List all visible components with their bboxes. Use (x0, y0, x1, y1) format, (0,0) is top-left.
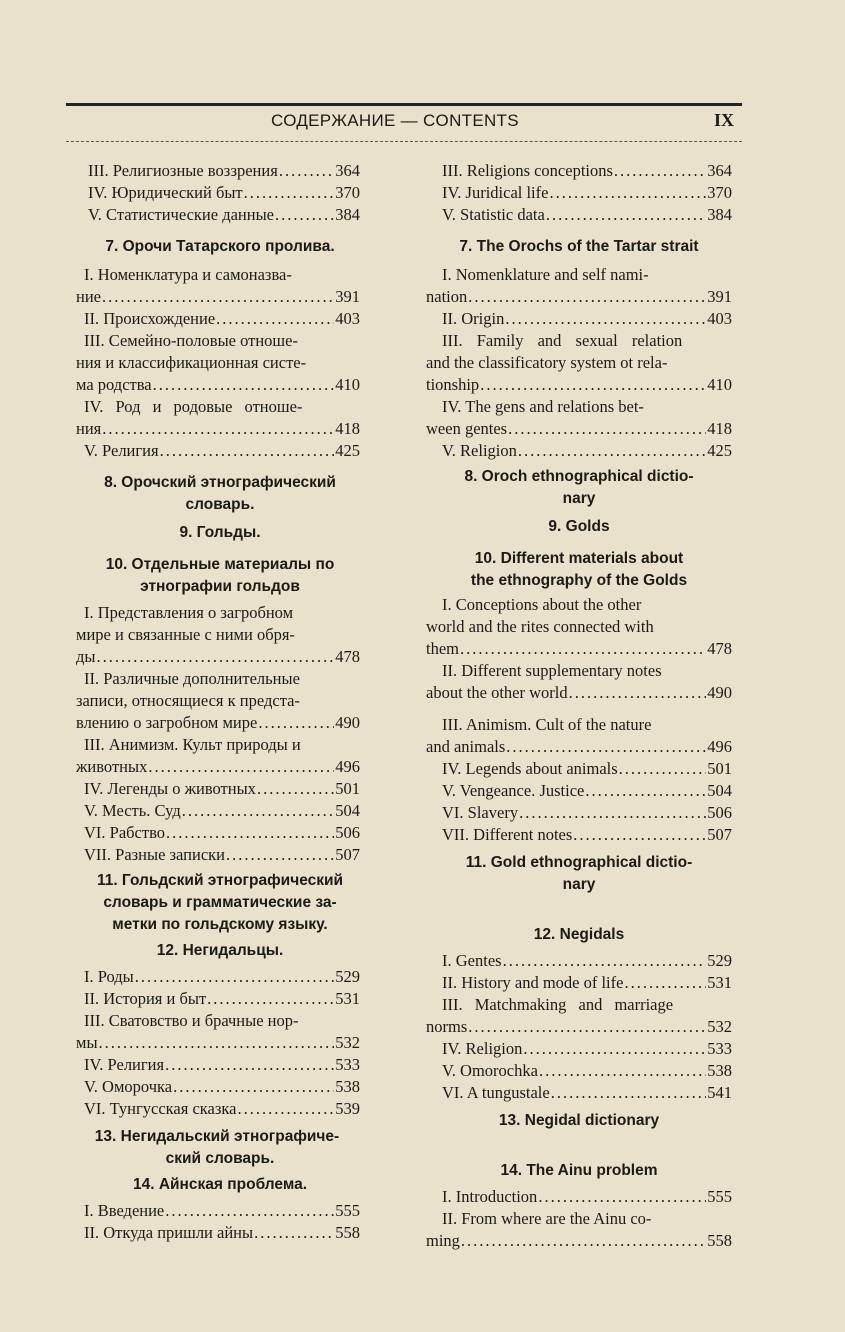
toc-entry: V. Vengeance. Justice ..... 504 (426, 780, 732, 802)
toc-entry-line: II. Различные дополнительные (84, 669, 300, 688)
toc-entry-line: II. From where are the Ainu co- (442, 1209, 652, 1228)
toc-entry-line: III. Семейно-половые отноше- (84, 331, 298, 350)
section-heading: the ethnography of the Golds (470, 572, 688, 589)
toc-entry-line: and the classificatory system ot rela- (426, 353, 668, 372)
toc-entry-line: world and the rites connected with (426, 617, 654, 636)
toc-entry: VI. Рабство ..... 506 (80, 822, 360, 844)
toc-entry: I. Introduction ..... 555 (426, 1186, 732, 1208)
toc-entry: II. Происхождение ..... 403 (80, 308, 360, 330)
contents-column-english (426, 160, 732, 1252)
toc-entry: V. Religion ..... 425 (426, 440, 732, 462)
toc-entry-line: III. Анимизм. Культ природы и (84, 735, 301, 754)
top-rule (66, 103, 742, 106)
toc-entry-line: I. Conceptions about the other (442, 595, 642, 614)
section-heading: словарь. (185, 496, 255, 513)
toc-entry: животных ..... 496 (76, 756, 360, 778)
section-heading: nary (562, 490, 596, 507)
toc-entry: and animals ..... 496 (426, 736, 732, 758)
section-heading: 7. The Orochs of the Tartar strait (459, 238, 699, 255)
section-heading: словарь и грамматические за- (103, 894, 337, 911)
toc-entry: I. Gentes ..... 529 (426, 950, 732, 972)
toc-entry: ма родства ..... 410 (76, 374, 360, 396)
section-heading: 11. Gold ethnographical dictio- (465, 854, 693, 871)
toc-entry-line: I. Представления о загробном (84, 603, 294, 622)
toc-entry-line: II. Different supplementary notes (442, 661, 662, 680)
toc-entry: V. Оморочка ..... 538 (80, 1076, 360, 1098)
section-heading: 12. Негидальцы. (156, 942, 284, 959)
page-title: СОДЕРЖАНИЕ — CONTENTS (271, 111, 519, 130)
section-heading: 8. Oroch ethnographical dictio- (464, 468, 694, 485)
toc-entry-line: III. Family and sexual relation (442, 331, 683, 350)
section-heading: 10. Different materials about (474, 550, 684, 567)
toc-entry: about the other world ..... 490 (426, 682, 732, 704)
toc-entry-line: I. Nomenklature and self nami- (442, 265, 649, 284)
toc-entry: II. History and mode of life ..... 531 (426, 972, 732, 994)
section-heading: 12. Negidals (533, 926, 625, 943)
toc-entry: V. Месть. Суд ..... 504 (80, 800, 360, 822)
toc-entry: IV. Legends about animals ..... 501 (426, 758, 732, 780)
contents-column-russian (76, 160, 360, 1244)
section-heading: 9. Golds (548, 518, 610, 535)
section-heading: 11. Гольдский этнографический (96, 872, 344, 889)
section-heading: 9. Гольды. (179, 524, 261, 541)
toc-entry: I. Введение ..... 555 (80, 1200, 360, 1222)
section-heading: 14. The Ainu problem (500, 1162, 658, 1179)
header-rule (66, 141, 742, 143)
toc-entry: II. История и быт ..... 531 (80, 988, 360, 1010)
section-heading: 13. Negidal dictionary (498, 1112, 660, 1129)
toc-entry: VI. A tungustale ..... 541 (426, 1082, 732, 1104)
section-heading: ский словарь. (165, 1150, 275, 1167)
toc-entry-line: III. Matchmaking and marriage (442, 995, 674, 1014)
section-heading: 8. Орочский этнографический (104, 474, 336, 491)
toc-entry: III. Religions conceptions ..... 364 (426, 160, 732, 182)
toc-entry: VII. Different notes ..... 507 (426, 824, 732, 846)
toc-entry: V. Statistic data ..... 384 (426, 204, 732, 226)
toc-entry: ние ..... 391 (76, 286, 360, 308)
toc-entry: IV. Religion ..... 533 (426, 1038, 732, 1060)
toc-entry: I. Роды ..... 529 (80, 966, 360, 988)
toc-entry-line: записи, относящиеся к предста- (76, 691, 300, 710)
page-header (66, 111, 742, 137)
toc-entry-line: ния и классификационная систе- (76, 353, 307, 372)
toc-entry-line: III. Сватовство и брачные нор- (84, 1011, 299, 1030)
toc-entry-line: IV. Род и родовые отноше- (84, 397, 303, 416)
section-heading: метки по гольдскому языку. (112, 916, 328, 933)
page-number: IX (713, 110, 734, 130)
toc-entry: мы ..... 532 (76, 1032, 360, 1054)
toc-entry: II. Origin ..... 403 (426, 308, 732, 330)
toc-entry: VI. Slavery ..... 506 (426, 802, 732, 824)
toc-entry-line: мире и связанные с ними обря- (76, 625, 295, 644)
toc-entry: влению о загробном мире ..... 490 (76, 712, 360, 734)
toc-entry: VII. Разные записки ..... 507 (80, 844, 360, 866)
toc-entry-line: IV. The gens and relations bet- (442, 397, 644, 416)
section-heading: 7. Орочи Татарского пролива. (105, 238, 335, 255)
toc-entry: VI. Тунгусская сказка ..... 539 (80, 1098, 360, 1120)
toc-entry: II. Откуда пришли айны ..... 558 (80, 1222, 360, 1244)
toc-entry-line: III. Animism. Cult of the nature (442, 715, 652, 734)
toc-entry: V. Религия ..... 425 (80, 440, 360, 462)
toc-entry: ming ..... 558 (426, 1230, 732, 1252)
toc-entry-line: I. Номенклатура и самоназва- (84, 265, 292, 284)
toc-entry: them ..... 478 (426, 638, 732, 660)
section-heading: 14. Айнская проблема. (132, 1176, 308, 1193)
toc-entry: V. Статистические данные ..... 384 (80, 204, 360, 226)
toc-entry: IV. Религия ..... 533 (80, 1054, 360, 1076)
section-heading: этнографии гольдов (140, 578, 300, 595)
toc-entry: ния ..... 418 (76, 418, 360, 440)
toc-entry: ween gentes ..... 418 (426, 418, 732, 440)
section-heading: 13. Негидальский этнографиче- (94, 1128, 340, 1145)
toc-entry: tionship ..... 410 (426, 374, 732, 396)
toc-entry: nation ..... 391 (426, 286, 732, 308)
section-heading: 10. Отдельные материалы по (105, 556, 335, 573)
toc-entry: IV. Легенды о животных ..... 501 (80, 778, 360, 800)
toc-entry: norms ..... 532 (426, 1016, 732, 1038)
toc-entry: IV. Juridical life ..... 370 (426, 182, 732, 204)
toc-entry: IV. Юридический быт ..... 370 (80, 182, 360, 204)
toc-entry: ды ..... 478 (76, 646, 360, 668)
toc-entry: V. Omorochka ..... 538 (426, 1060, 732, 1082)
toc-entry: III. Религиозные воззрения ..... 364 (80, 160, 360, 182)
section-heading: nary (562, 876, 596, 893)
